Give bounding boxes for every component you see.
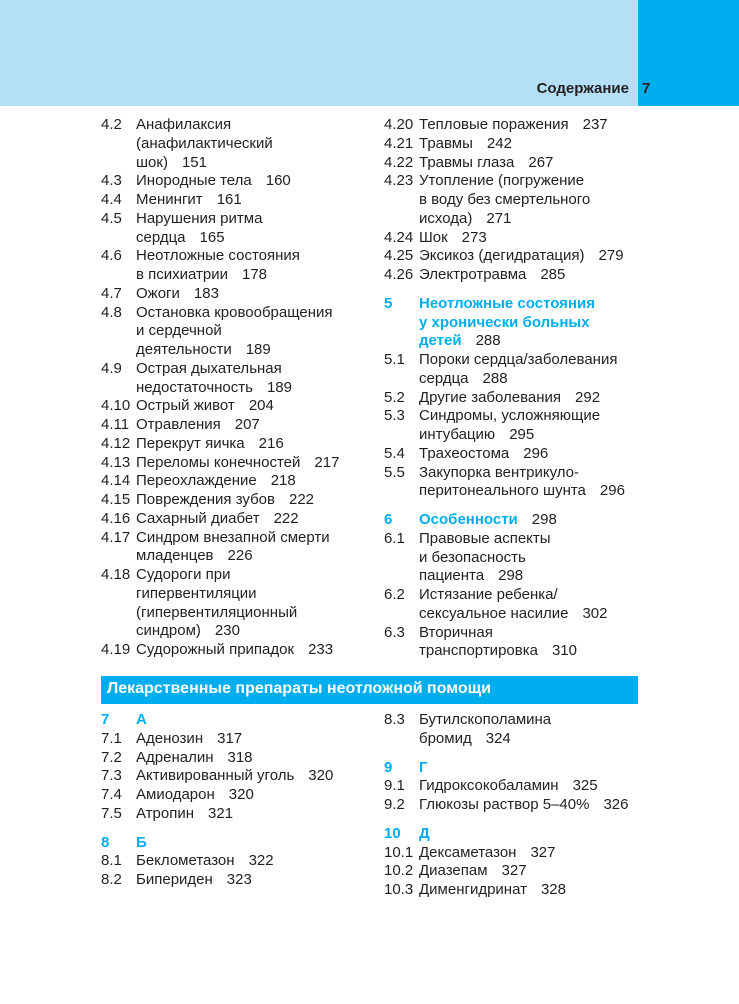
toc-left-column bbox=[101, 116, 371, 660]
toc-number: 4.5 bbox=[101, 209, 122, 227]
toc-number: 10.1 bbox=[384, 843, 414, 861]
toc-number: 8.3 bbox=[384, 711, 405, 728]
toc-text bbox=[136, 749, 371, 768]
toc-page-number: 226 bbox=[227, 547, 253, 565]
toc-line: Гидроксокобаламин bbox=[419, 777, 559, 795]
toc-line: Неотложные состояния bbox=[419, 294, 595, 312]
toc-entry bbox=[101, 435, 371, 454]
toc-text bbox=[136, 834, 371, 853]
toc-text bbox=[136, 191, 371, 210]
toc-page-number: 178 bbox=[242, 266, 268, 283]
toc-text bbox=[419, 295, 654, 351]
toc-entry bbox=[101, 472, 371, 491]
toc-line: (гипервентиляционный bbox=[136, 603, 298, 621]
toc-line: Эксикоз (дегидратация) bbox=[419, 247, 585, 265]
toc-page-number: 296 bbox=[599, 482, 625, 500]
toc-number: 4.22 bbox=[384, 153, 414, 171]
toc-line: Правовые аспекты bbox=[419, 529, 551, 547]
toc-entry bbox=[101, 454, 371, 473]
toc-page-number: 320 bbox=[228, 786, 254, 803]
toc-text bbox=[136, 730, 371, 749]
toc-page-number: 325 bbox=[572, 777, 598, 795]
toc-number: 9 bbox=[384, 758, 393, 776]
toc-line: сердца bbox=[136, 228, 186, 246]
toc-text bbox=[419, 624, 654, 662]
toc-line: Острый живот bbox=[136, 397, 235, 415]
toc-number: 7.4 bbox=[101, 786, 122, 803]
toc-page-number: 288 bbox=[482, 369, 508, 387]
toc-number: 10.2 bbox=[384, 862, 414, 880]
toc-entry bbox=[101, 641, 371, 660]
toc-text bbox=[136, 566, 371, 641]
toc-line: Переохлаждение bbox=[136, 472, 257, 490]
toc-number: 8.2 bbox=[101, 871, 122, 888]
toc-entry bbox=[384, 389, 654, 408]
toc-entry bbox=[101, 767, 371, 786]
toc-number: 6.2 bbox=[384, 586, 405, 603]
toc-text bbox=[136, 641, 371, 660]
toc-number: 4.25 bbox=[384, 247, 414, 265]
toc-line: Дименгидринат bbox=[419, 881, 527, 898]
toc-page-number: 302 bbox=[582, 604, 608, 622]
toc-entry bbox=[384, 135, 654, 154]
toc-page-number: 233 bbox=[308, 641, 334, 658]
toc-line: Аденозин bbox=[136, 729, 204, 747]
toc-text bbox=[419, 796, 654, 815]
toc-page-number: 327 bbox=[501, 862, 527, 880]
toc-text bbox=[419, 116, 654, 135]
toc-entry bbox=[101, 116, 371, 172]
toc-text bbox=[419, 881, 654, 900]
toc-line: сердца bbox=[419, 369, 469, 387]
toc-page-number: 324 bbox=[485, 729, 511, 747]
toc-line: Амиодарон bbox=[136, 786, 215, 803]
toc-number: 4.17 bbox=[101, 528, 131, 546]
toc-entry bbox=[101, 304, 371, 360]
toc-text bbox=[419, 445, 654, 464]
toc-number: 4.21 bbox=[384, 134, 414, 152]
toc-entry bbox=[384, 862, 654, 881]
toc-page-number: 217 bbox=[314, 453, 340, 471]
toc-line: Ожоги bbox=[136, 284, 180, 302]
toc-page-number: 242 bbox=[486, 134, 512, 152]
toc-text bbox=[419, 777, 654, 796]
toc-line: Шок bbox=[419, 228, 448, 246]
toc-line: Адреналин bbox=[136, 748, 214, 766]
toc-page-number: 216 bbox=[258, 434, 284, 452]
header-tab bbox=[638, 0, 739, 106]
toc-line: бромид bbox=[419, 729, 472, 747]
toc-page-number: 310 bbox=[551, 642, 577, 660]
toc-section bbox=[101, 711, 371, 730]
toc-line: недостаточность bbox=[136, 378, 253, 396]
toc-text bbox=[136, 767, 371, 786]
toc-number: 4.10 bbox=[101, 397, 131, 415]
toc-page-number: 296 bbox=[523, 444, 549, 462]
toc-page-number: 317 bbox=[217, 729, 243, 747]
toc-line: интубацию bbox=[419, 426, 496, 443]
toc-line: Инородные тела bbox=[136, 172, 252, 190]
toc-text bbox=[136, 285, 371, 304]
toc-line: Утопление (погружение bbox=[419, 172, 585, 190]
toc-entry bbox=[101, 749, 371, 768]
toc-number: 8.1 bbox=[101, 852, 122, 870]
toc-page-number: 218 bbox=[270, 472, 296, 490]
toc-text bbox=[419, 351, 654, 389]
toc-entry bbox=[101, 730, 371, 749]
toc-section bbox=[384, 511, 654, 530]
toc-entry bbox=[384, 351, 654, 389]
toc-number: 6.3 bbox=[384, 623, 405, 641]
toc-number: 6 bbox=[384, 511, 393, 528]
toc-number: 5 bbox=[384, 294, 393, 312]
toc-entry bbox=[384, 247, 654, 266]
toc-entry bbox=[384, 172, 654, 228]
toc-line: Менингит bbox=[136, 191, 203, 208]
toc-number: 5.4 bbox=[384, 444, 405, 462]
toc-page-number: 298 bbox=[531, 511, 557, 528]
toc-text bbox=[136, 491, 371, 510]
toc-page-number: 222 bbox=[273, 509, 299, 527]
toc-entry bbox=[384, 266, 654, 285]
toc-page-number: 160 bbox=[265, 172, 291, 190]
toc-number: 4.16 bbox=[101, 509, 131, 527]
toc-number: 4.2 bbox=[101, 116, 122, 133]
toc-text bbox=[136, 247, 371, 285]
section-banner bbox=[101, 676, 638, 704]
toc-text bbox=[419, 135, 654, 154]
toc-entry bbox=[384, 154, 654, 173]
toc-text bbox=[136, 210, 371, 248]
toc-line: Синдром внезапной смерти bbox=[136, 528, 330, 546]
toc-line: Перекрут яичка bbox=[136, 434, 245, 452]
toc-text bbox=[136, 529, 371, 567]
toc-line: Диазепам bbox=[419, 862, 488, 880]
toc-number: 4.9 bbox=[101, 359, 122, 377]
banner-title: Лекарственные препараты неотложной помощи bbox=[107, 680, 492, 697]
toc-line: Синдромы, усложняющие bbox=[419, 407, 601, 425]
toc-page-number: 273 bbox=[461, 228, 487, 246]
toc-line: Электротравма bbox=[419, 266, 527, 283]
toc-text bbox=[419, 862, 654, 881]
toc-page-number: 322 bbox=[248, 852, 274, 870]
toc-line: Острая дыхательная bbox=[136, 359, 282, 377]
toc-page-number: 292 bbox=[575, 388, 601, 406]
toc-text bbox=[136, 871, 371, 890]
toc-text bbox=[136, 116, 371, 172]
toc-entry bbox=[101, 210, 371, 248]
toc-page-number: 207 bbox=[234, 416, 260, 433]
toc-number: 7 bbox=[101, 711, 110, 728]
toc-page-number: 189 bbox=[245, 341, 271, 358]
toc-number: 6.1 bbox=[384, 529, 405, 547]
toc-line: деятельности bbox=[136, 341, 232, 358]
toc-text bbox=[136, 711, 371, 730]
toc-entry bbox=[384, 796, 654, 815]
toc-line: сексуальное насилие bbox=[419, 604, 569, 622]
toc-line: перитонеального шунта bbox=[419, 482, 586, 500]
toc-text bbox=[136, 852, 371, 871]
toc-page-number: 285 bbox=[540, 266, 566, 283]
toc-line: и безопасность bbox=[419, 548, 526, 566]
toc-line: Травмы глаза bbox=[419, 153, 515, 171]
toc-page-number: 327 bbox=[530, 843, 556, 861]
toc-number: 10.3 bbox=[384, 881, 414, 898]
toc-number: 4.20 bbox=[384, 116, 414, 133]
toc-number: 4.14 bbox=[101, 472, 131, 490]
toc-entry bbox=[384, 844, 654, 863]
toc-number: 7.2 bbox=[101, 748, 122, 766]
toc-page-number: 328 bbox=[540, 881, 566, 898]
toc-number: 5.5 bbox=[384, 463, 405, 481]
toc-left-column-drugs bbox=[101, 711, 371, 890]
toc-entry bbox=[101, 191, 371, 210]
toc-line: Глюкозы раствор 5–40% bbox=[419, 796, 590, 813]
toc-line: Сахарный диабет bbox=[136, 509, 260, 527]
toc-number: 4.4 bbox=[101, 191, 122, 208]
toc-line: младенцев bbox=[136, 547, 214, 565]
toc-page-number: 237 bbox=[582, 116, 608, 133]
toc-number: 4.15 bbox=[101, 491, 131, 508]
toc-page-number: 151 bbox=[181, 153, 207, 171]
page-title: Содержание bbox=[536, 80, 629, 97]
toc-text bbox=[136, 304, 371, 360]
toc-line: (анафилактический bbox=[136, 134, 273, 152]
toc-line: А bbox=[136, 711, 147, 728]
toc-page-number: 189 bbox=[266, 378, 292, 396]
toc-entry bbox=[101, 247, 371, 285]
toc-text bbox=[136, 805, 371, 824]
toc-entry bbox=[101, 529, 371, 567]
toc-text bbox=[419, 586, 654, 624]
toc-page-number: 318 bbox=[227, 748, 253, 766]
toc-section bbox=[384, 759, 654, 778]
toc-line: Беклометазон bbox=[136, 852, 235, 870]
toc-number: 10 bbox=[384, 824, 401, 842]
toc-page-number: 222 bbox=[288, 491, 315, 508]
toc-number: 7.5 bbox=[101, 804, 122, 822]
toc-entry bbox=[384, 530, 654, 586]
toc-text bbox=[136, 172, 371, 191]
toc-text bbox=[136, 472, 371, 491]
toc-entry bbox=[384, 407, 654, 445]
toc-text bbox=[419, 530, 654, 586]
toc-entry bbox=[101, 285, 371, 304]
toc-line: Бипериден bbox=[136, 871, 213, 888]
toc-number: 4.11 bbox=[101, 416, 130, 433]
toc-text bbox=[136, 435, 371, 454]
toc-text bbox=[136, 454, 371, 473]
toc-entry bbox=[384, 711, 654, 749]
toc-page-number: 230 bbox=[214, 622, 240, 640]
toc-line: Атропин bbox=[136, 804, 195, 822]
toc-line: Активированный уголь bbox=[136, 767, 295, 785]
toc-line: Повреждения зубов bbox=[136, 491, 275, 508]
toc-line: Остановка кровообращения bbox=[136, 303, 333, 321]
toc-entry bbox=[101, 566, 371, 641]
toc-page-number: 288 bbox=[475, 332, 501, 350]
toc-text bbox=[419, 759, 654, 778]
toc-line: Истязание ребенка/ bbox=[419, 586, 558, 603]
toc-line: Неотложные состояния bbox=[136, 247, 300, 265]
toc-entry bbox=[384, 116, 654, 135]
toc-text bbox=[419, 266, 654, 285]
toc-line: Особенности bbox=[419, 511, 518, 528]
toc-line: пациента bbox=[419, 567, 485, 585]
toc-line: Переломы конечностей bbox=[136, 453, 301, 471]
toc-entry bbox=[101, 360, 371, 398]
toc-line: Б bbox=[136, 833, 147, 851]
toc-entry bbox=[384, 445, 654, 464]
toc-line: транспортировка bbox=[419, 642, 538, 660]
toc-number: 5.2 bbox=[384, 388, 405, 406]
toc-number: 7.3 bbox=[101, 767, 122, 785]
toc-entry bbox=[101, 852, 371, 871]
toc-line: Трахеостома bbox=[419, 444, 510, 462]
toc-number: 4.3 bbox=[101, 172, 122, 190]
toc-number: 4.6 bbox=[101, 247, 122, 265]
toc-line: гипервентиляции bbox=[136, 584, 257, 602]
toc-line: и сердечной bbox=[136, 322, 222, 340]
toc-entry bbox=[101, 416, 371, 435]
toc-line: в психиатрии bbox=[136, 266, 228, 283]
toc-number: 4.8 bbox=[101, 303, 122, 321]
toc-line: Тепловые поражения bbox=[419, 116, 569, 133]
toc-entry bbox=[384, 777, 654, 796]
toc-section bbox=[384, 825, 654, 844]
toc-line: в воду без смертельного bbox=[419, 191, 591, 208]
toc-entry bbox=[384, 624, 654, 662]
toc-line: Другие заболевания bbox=[419, 388, 562, 406]
toc-page-number: 161 bbox=[216, 191, 242, 208]
toc-section bbox=[384, 295, 654, 351]
toc-number: 4.26 bbox=[384, 266, 414, 283]
toc-page-number: 298 bbox=[498, 567, 524, 585]
toc-line: у хронически больных bbox=[419, 313, 590, 331]
toc-line: шок) bbox=[136, 153, 168, 171]
toc-text bbox=[419, 154, 654, 173]
toc-text bbox=[419, 389, 654, 408]
toc-entry bbox=[101, 871, 371, 890]
toc-entry bbox=[384, 464, 654, 502]
toc-page-number: 267 bbox=[528, 153, 554, 171]
toc-text bbox=[419, 511, 654, 530]
toc-entry bbox=[101, 491, 371, 510]
toc-entry bbox=[384, 586, 654, 624]
toc-line: Нарушения ритма bbox=[136, 209, 263, 227]
toc-line: Г bbox=[419, 758, 428, 776]
toc-line: Вторичная bbox=[419, 623, 493, 641]
toc-line: Бутилскополамина bbox=[419, 711, 552, 728]
toc-line: исхода) bbox=[419, 209, 473, 227]
toc-line: Отравления bbox=[136, 416, 221, 433]
toc-page-number: 295 bbox=[509, 426, 535, 443]
toc-number: 4.12 bbox=[101, 434, 131, 452]
toc-number: 4.7 bbox=[101, 284, 122, 302]
toc-number: 4.23 bbox=[384, 172, 414, 190]
toc-entry bbox=[101, 510, 371, 529]
toc-number: 5.3 bbox=[384, 407, 405, 425]
toc-right-column bbox=[384, 116, 654, 661]
toc-number: 4.13 bbox=[101, 453, 131, 471]
toc-number: 5.1 bbox=[384, 351, 405, 368]
toc-text bbox=[419, 464, 654, 502]
toc-number: 4.18 bbox=[101, 566, 131, 583]
toc-page-number: 271 bbox=[486, 209, 512, 227]
toc-line: синдром) bbox=[136, 622, 201, 640]
toc-entry bbox=[384, 229, 654, 248]
toc-number: 4.19 bbox=[101, 641, 131, 658]
toc-text bbox=[136, 510, 371, 529]
toc-text bbox=[419, 229, 654, 248]
toc-text bbox=[419, 172, 654, 228]
toc-page-number: 204 bbox=[248, 397, 274, 415]
toc-text bbox=[136, 786, 371, 805]
toc-text bbox=[419, 407, 654, 445]
toc-page-number: 320 bbox=[308, 767, 334, 785]
toc-section bbox=[101, 834, 371, 853]
toc-page-number: 321 bbox=[208, 804, 234, 822]
toc-line: Анафилаксия bbox=[136, 116, 232, 133]
toc-text bbox=[419, 247, 654, 266]
toc-number: 9.1 bbox=[384, 777, 405, 795]
toc-text bbox=[419, 844, 654, 863]
toc-text bbox=[419, 711, 654, 749]
toc-page-number: 183 bbox=[193, 284, 219, 302]
toc-number: 7.1 bbox=[101, 729, 122, 747]
toc-text bbox=[136, 416, 371, 435]
toc-text bbox=[136, 360, 371, 398]
toc-line: Д bbox=[419, 824, 430, 842]
toc-entry bbox=[384, 881, 654, 900]
toc-page-number: 165 bbox=[199, 228, 225, 246]
toc-text bbox=[419, 825, 654, 844]
toc-entry bbox=[101, 786, 371, 805]
toc-entry bbox=[101, 397, 371, 416]
toc-page-number: 323 bbox=[226, 871, 252, 888]
toc-line: Травмы bbox=[419, 134, 473, 152]
toc-line: Пороки сердца/заболевания bbox=[419, 351, 618, 368]
toc-line: Закупорка вентрикуло- bbox=[419, 463, 580, 481]
toc-line: Судороги при bbox=[136, 566, 231, 583]
toc-entry bbox=[101, 172, 371, 191]
toc-entry bbox=[101, 805, 371, 824]
toc-number: 9.2 bbox=[384, 796, 405, 813]
toc-line: детей bbox=[419, 332, 462, 350]
toc-number: 8 bbox=[101, 833, 110, 851]
toc-page-number: 279 bbox=[598, 247, 624, 265]
toc-line: Дексаметазон bbox=[419, 843, 517, 861]
toc-number: 4.24 bbox=[384, 228, 414, 246]
page-number: 7 bbox=[642, 80, 651, 97]
toc-page-number: 326 bbox=[603, 796, 629, 813]
toc-line: Судорожный припадок bbox=[136, 641, 295, 658]
toc-right-column-drugs bbox=[384, 711, 654, 900]
toc-text bbox=[136, 397, 371, 416]
